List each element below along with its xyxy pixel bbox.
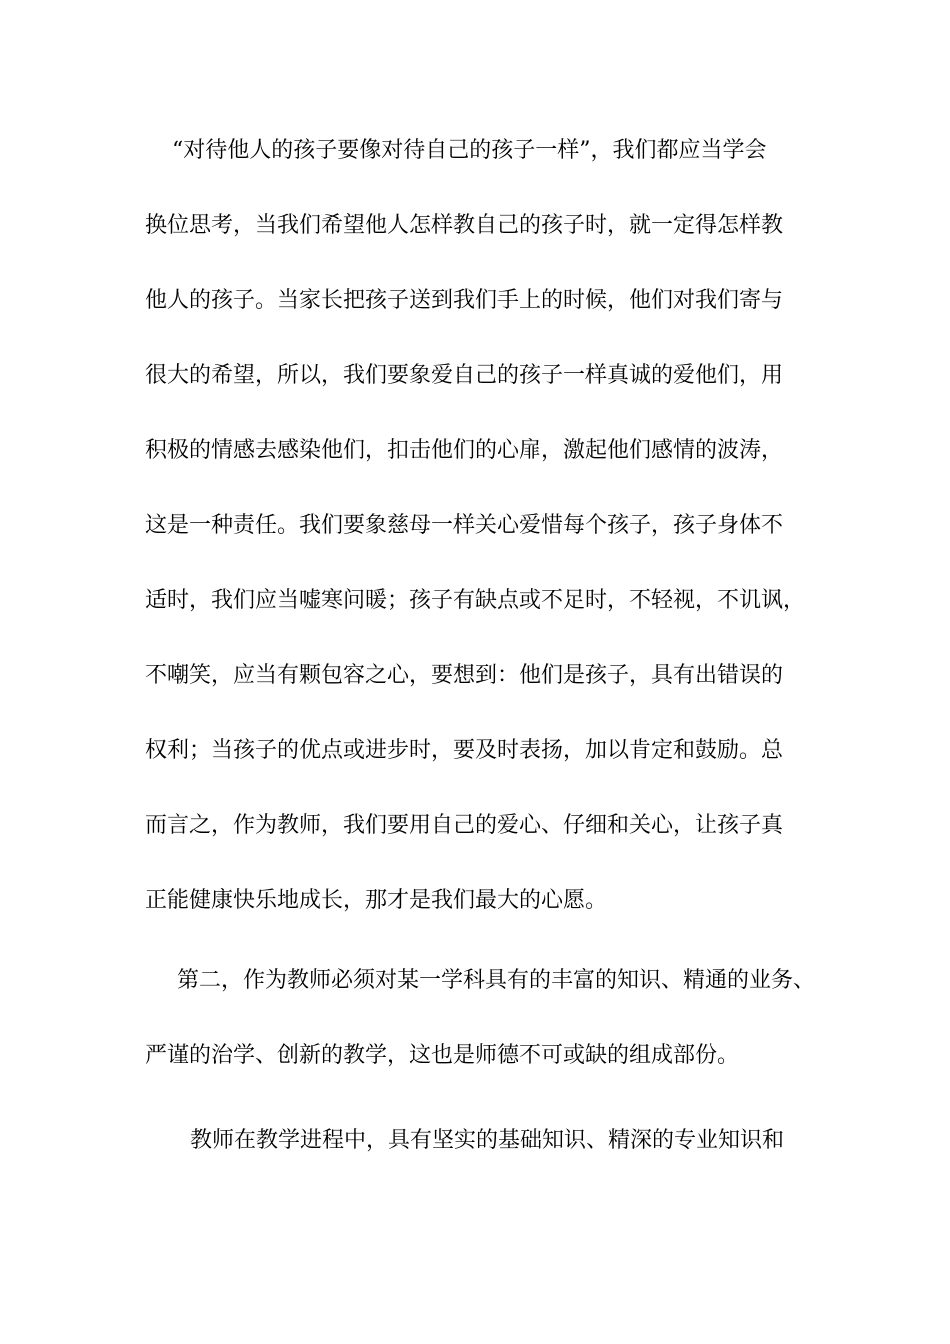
paragraph-1-line-5: 积极的情感去感染他们，扣击他们的心扉，激起他们感情的波涛， <box>145 438 784 463</box>
paragraph-1-line-1: “对待他人的孩子要像对待自己的孩子一样”，我们都应当学会 <box>172 138 767 163</box>
paragraph-2-line-1: 第二，作为教师必须对某一学科具有的丰富的知识、精通的业务、 <box>177 968 816 993</box>
paragraph-1-line-11: 正能健康快乐地成长，那才是我们最大的心愿。 <box>145 888 608 913</box>
paragraph-1-line-8: 不嘲笑，应当有颗包容之心，要想到：他们是孩子，具有出错误的 <box>145 663 784 688</box>
paragraph-1-line-2: 换位思考，当我们希望他人怎样教自己的孩子时，就一定得怎样教 <box>145 213 784 238</box>
paragraph-1-line-10: 而言之，作为教师，我们要用自己的爱心、仔细和关心，让孩子真 <box>145 813 784 838</box>
paragraph-1-line-4: 很大的希望，所以，我们要象爱自己的孩子一样真诚的爱他们，用 <box>145 363 784 388</box>
paragraph-2-line-2: 严谨的治学、创新的教学，这也是师德不可或缺的组成部份。 <box>145 1043 740 1068</box>
paragraph-3-line-1: 教师在教学进程中，具有坚实的基础知识、精深的专业知识和 <box>190 1128 785 1153</box>
paragraph-1-line-6: 这是一种责任。我们要象慈母一样关心爱惜每个孩子，孩子身体不 <box>145 513 784 538</box>
paragraph-1-line-9: 权利；当孩子的优点或进步时，要及时表扬，加以肯定和鼓励。总 <box>145 738 784 763</box>
paragraph-1-line-3: 他人的孩子。当家长把孩子送到我们手上的时候，他们对我们寄与 <box>145 288 784 313</box>
paragraph-1-line-7: 适时，我们应当嘘寒问暖；孩子有缺点或不足时，不轻视，不讥讽， <box>145 588 806 613</box>
